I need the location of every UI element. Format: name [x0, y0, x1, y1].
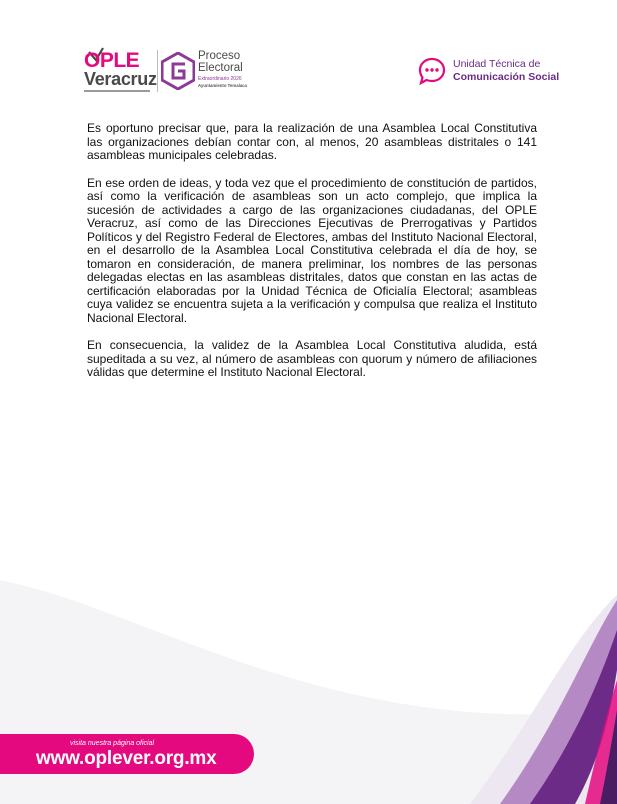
electoral-line: Electoral: [198, 62, 243, 74]
paragraph-1: Es oportuno precisar que, para la realización de una Asamblea Local Constitutiva las organizaciones debían contar con, al menos, 20 asambleas distritales o 141 asambleas municipales celebradas.: [87, 121, 537, 162]
logo-underline: [84, 90, 150, 92]
footer-visit-label: visita nuestra página oficial: [70, 740, 155, 747]
proceso-line: Proceso: [198, 50, 241, 62]
footer-website-url[interactable]: www.oplever.org.mx: [36, 748, 217, 769]
unit-name-line1: Unidad Técnica de: [453, 58, 541, 70]
unit-name: [453, 58, 559, 84]
paragraph-2: En ese orden de ideas, y toda vez que el procedimiento de constitución de partidos, así como la verificación de asambleas son un acto complejo, que implica la sucesión de actividades a cargo de las organizaciones ciudadanas, del OPLE Veracruz, así como de las Direcciones Ejecutivas de Prerrogativas y Partidos Políticos y del Registro Federal de Electores, ambas del Instituto Nacional Electoral, en el desarrollo de la Asamblea Local Constitutiva celebrada el día de hoy, se tomaron en consideración, de manera preliminar, los nombres de las personas delegadas electas en las asambleas distritales, datos que constan en las actas de certificación elaboradas por la Unidad Técnica de Oficialía Electoral; asambleas cuya validez se encuentra sujeta a la verificación y compulsa que realiza el Instituto Nacional Electoral.: [87, 175, 537, 325]
document-body: [87, 122, 537, 394]
extraordinario-line: Extraordinario 2026: [198, 76, 242, 82]
unit-name-line2: Comunicación Social: [453, 71, 560, 83]
ople-veracruz-logo: [84, 47, 156, 97]
proceso-electoral-emblem-icon: [161, 52, 195, 90]
ayuntamiento-line: Ayuntamiento Temalaca: [198, 83, 247, 88]
letterhead: [0, 0, 617, 110]
logo-divider: [157, 50, 158, 92]
ople-logo-state: Veracruz: [84, 69, 157, 89]
ople-logo-word: OPLE: [84, 49, 140, 72]
chat-bubble-icon: [417, 56, 447, 86]
paragraph-3: En consecuencia, la validez de la Asamblea Local Constitutiva aludida, está supeditada a su vez, al número de asambleas con quorum y número de afiliaciones válidas que determine el Instituto Nacional Electoral.: [87, 338, 537, 379]
proceso-electoral-text: [198, 50, 247, 88]
